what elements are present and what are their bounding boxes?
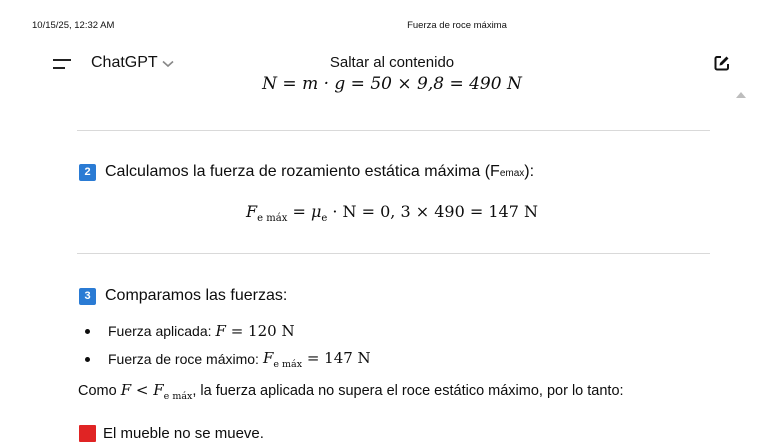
conclusion-text: Como $F < F_{e máx}$, la fuerza aplicada no supera el roce estático máximo, por lo tanto:: [78, 381, 624, 402]
force-list: [85, 317, 371, 373]
cut-off-equation: N = m · g = 50 × 9,8 = 490 N: [262, 74, 522, 94]
scroll-up-arrow-icon[interactable]: [736, 92, 746, 98]
skip-to-content-link[interactable]: Saltar al contenido: [329, 54, 455, 71]
step-3-heading: [79, 287, 287, 305]
divider: [77, 130, 710, 131]
print-doc-title: Fuerza de roce máxima: [407, 20, 507, 31]
step-3-text: Comparamos las fuerzas:: [105, 287, 288, 304]
bullet-icon: [85, 357, 90, 362]
red-square-icon: [79, 425, 96, 442]
edit-icon[interactable]: [713, 54, 731, 72]
step-2-heading: [79, 163, 534, 181]
result-line: [79, 425, 264, 442]
friction-formula: $F_{e máx} = \mu_e \cdot N = 0$, 3 × 490 = 147 N: [246, 202, 538, 225]
print-header: [0, 20, 784, 34]
bullet-icon: [85, 329, 90, 334]
divider: [77, 253, 710, 254]
list-item: Fuerza aplicada: F = 120 N: [85, 317, 371, 345]
step-2-badge: 2: [79, 164, 96, 181]
step-3-badge: 3: [79, 288, 96, 305]
result-text: El mueble no se mueve.: [103, 425, 264, 442]
list-item: Fuerza de roce máximo: $F_{e máx} = 147$ N: [85, 345, 371, 373]
step-2-text: Calculamos la fuerza de rozamiento estática máxima (Femax):: [105, 163, 535, 180]
brand-label: ChatGPT: [91, 54, 158, 71]
print-timestamp: 10/15/25, 12:32 AM: [32, 20, 115, 31]
